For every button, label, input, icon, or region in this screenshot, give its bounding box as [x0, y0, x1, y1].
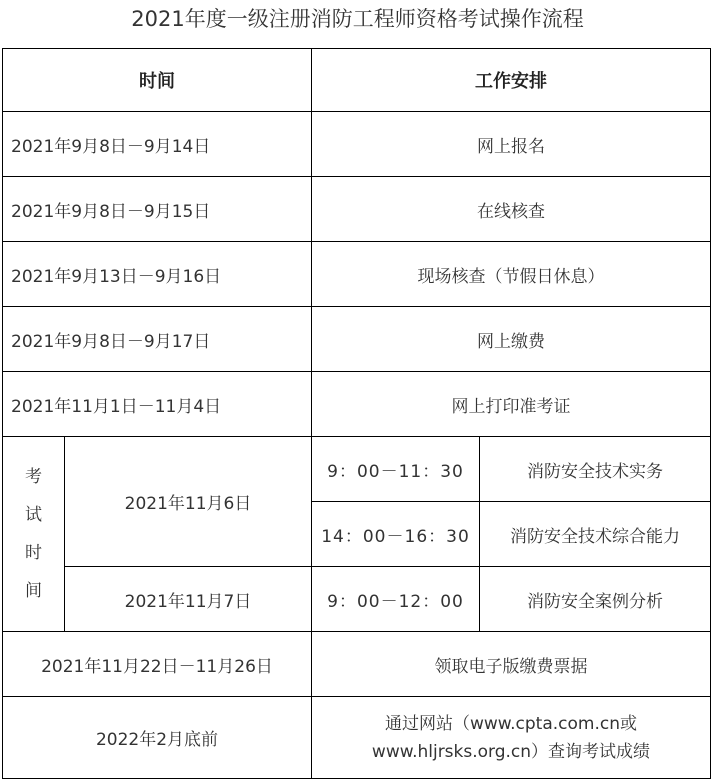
- row-work: 领取电子版缴费票据: [312, 632, 711, 697]
- row-work-line: 通过网站（www.cpta.com.cn或: [384, 713, 637, 734]
- table-row: [3, 697, 711, 779]
- row-work: [312, 697, 711, 779]
- header-work: 工作安排: [312, 49, 711, 112]
- row-time: 2021年9月8日－9月17日: [3, 307, 312, 372]
- exam-date: 2021年11月7日: [65, 567, 312, 632]
- row-work-line: www.hljrsks.org.cn）查询考试成绩: [371, 741, 651, 762]
- row-time: 2021年9月8日－9月15日: [3, 177, 312, 242]
- header-time: 时间: [3, 49, 312, 112]
- table-row: [3, 177, 711, 242]
- row-time: 2021年11月22日－11月26日: [3, 632, 312, 697]
- table-header-row: [3, 49, 711, 112]
- exam-session-time: 9：00－12：00: [312, 567, 480, 632]
- exam-row: [3, 437, 711, 502]
- exam-session-time: 9：00－11：30: [312, 437, 480, 502]
- table-row: [3, 307, 711, 372]
- table-row: [3, 242, 711, 307]
- row-time: 2022年2月底前: [3, 697, 312, 779]
- row-work: 网上缴费: [312, 307, 711, 372]
- exam-time-label: [3, 437, 65, 632]
- row-time: 2021年9月8日－9月14日: [3, 112, 312, 177]
- exam-subject: 消防安全案例分析: [480, 567, 711, 632]
- row-time: 2021年9月13日－9月16日: [3, 242, 312, 307]
- exam-subject: 消防安全技术综合能力: [480, 502, 711, 567]
- table-row: [3, 632, 711, 697]
- table-row: [3, 372, 711, 437]
- row-work: 网上报名: [312, 112, 711, 177]
- row-work: 在线核查: [312, 177, 711, 242]
- exam-label-char: 考: [25, 467, 42, 487]
- exam-label-char: 试: [25, 505, 42, 525]
- exam-label-char: 间: [25, 581, 42, 601]
- row-time: 2021年11月1日－11月4日: [3, 372, 312, 437]
- schedule-table: [2, 48, 711, 779]
- exam-subject: 消防安全技术实务: [480, 437, 711, 502]
- row-work: 网上打印准考证: [312, 372, 711, 437]
- exam-date: 2021年11月6日: [65, 437, 312, 567]
- exam-row: [3, 567, 711, 632]
- row-work: 现场核查（节假日休息）: [312, 242, 711, 307]
- exam-label-char: 时: [25, 543, 42, 563]
- table-row: [3, 112, 711, 177]
- page-title: 2021年度一级注册消防工程师资格考试操作流程: [131, 7, 584, 31]
- exam-session-time: 14：00－16：30: [312, 502, 480, 567]
